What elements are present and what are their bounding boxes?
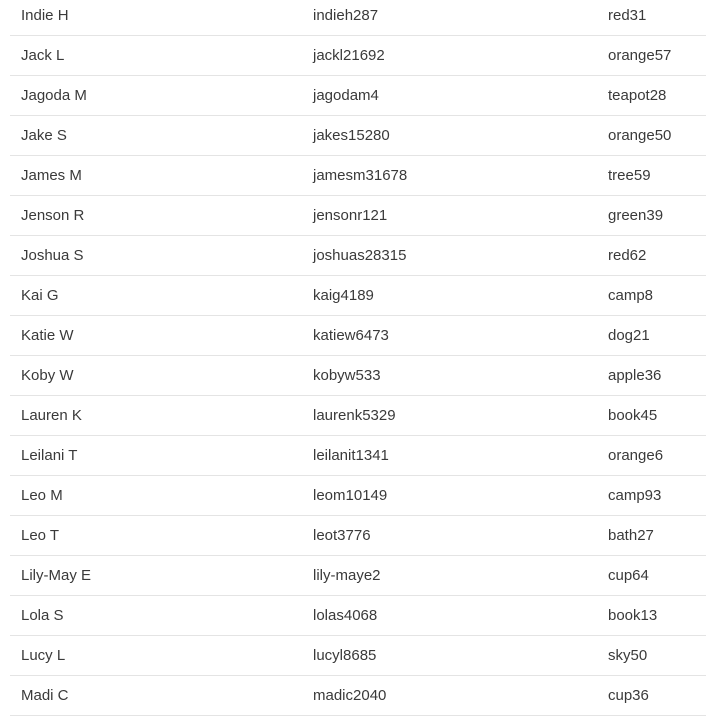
username-cell: katiew6473 [313, 327, 389, 344]
password-cell: red62 [608, 247, 647, 264]
table-row [10, 676, 706, 716]
student-name-cell: Jagoda M [21, 87, 87, 104]
student-name-cell: Koby W [21, 367, 74, 384]
username-cell: jamesm31678 [313, 167, 408, 184]
username-cell: kobyw533 [313, 367, 381, 384]
student-name-cell: Kai G [21, 287, 59, 304]
table-row [10, 356, 706, 396]
username-cell: kaig4189 [313, 287, 374, 304]
password-cell: camp8 [608, 287, 654, 304]
username-cell: lucyl8685 [313, 647, 377, 664]
student-name-cell: Joshua S [21, 247, 84, 264]
student-name-cell: Leo T [21, 527, 60, 544]
password-cell: red31 [608, 7, 647, 24]
username-cell: leot3776 [313, 527, 371, 544]
table-row [10, 36, 706, 76]
table-row [10, 0, 706, 36]
password-cell: bath27 [608, 527, 654, 544]
table-row [10, 556, 706, 596]
username-cell: laurenk5329 [313, 407, 396, 424]
student-name-cell: Jack L [21, 47, 65, 64]
student-name-cell: Katie W [21, 327, 74, 344]
password-cell: tree59 [608, 167, 651, 184]
table-row [10, 156, 706, 196]
student-name-cell: Leo M [21, 487, 63, 504]
password-cell: camp93 [608, 487, 662, 504]
table-row [10, 396, 706, 436]
password-cell: green39 [608, 207, 664, 224]
table-row [10, 196, 706, 236]
username-cell: joshuas28315 [313, 247, 407, 264]
table-row [10, 116, 706, 156]
student-name-cell: Lily-May E [21, 567, 92, 584]
username-cell: lily-maye2 [313, 567, 381, 584]
student-name-cell: James M [21, 167, 82, 184]
student-name-cell: Indie H [21, 7, 69, 24]
table-row [10, 316, 706, 356]
student-name-cell: Lola S [21, 607, 64, 624]
password-cell: dog21 [608, 327, 650, 344]
username-cell: jagodam4 [313, 87, 379, 104]
username-cell: leilanit1341 [313, 447, 389, 464]
password-cell: apple36 [608, 367, 662, 384]
student-name-cell: Jenson R [21, 207, 85, 224]
table-row [10, 276, 706, 316]
student-name-cell: Madi C [21, 687, 69, 704]
password-cell: teapot28 [608, 87, 667, 104]
username-cell: jensonr121 [313, 207, 388, 224]
password-cell: sky50 [608, 647, 648, 664]
student-name-cell: Lucy L [21, 647, 66, 664]
table-row [10, 596, 706, 636]
password-cell: orange50 [608, 127, 672, 144]
student-name-cell: Jake S [21, 127, 67, 144]
password-cell: orange6 [608, 447, 664, 464]
student-login-table [10, 0, 706, 716]
password-cell: cup36 [608, 687, 649, 704]
table-row [10, 236, 706, 276]
password-cell: book13 [608, 607, 658, 624]
username-cell: jackl21692 [313, 47, 385, 64]
username-cell: lolas4068 [313, 607, 378, 624]
password-cell: orange57 [608, 47, 672, 64]
password-cell: book45 [608, 407, 658, 424]
student-name-cell: Leilani T [21, 447, 78, 464]
username-cell: madic2040 [313, 687, 387, 704]
username-cell: indieh287 [313, 7, 379, 24]
password-cell: cup64 [608, 567, 649, 584]
table-row [10, 516, 706, 556]
table-row [10, 436, 706, 476]
table-row [10, 636, 706, 676]
username-cell: jakes15280 [313, 127, 390, 144]
username-cell: leom10149 [313, 487, 388, 504]
table-row [10, 76, 706, 116]
table-row [10, 476, 706, 516]
student-name-cell: Lauren K [21, 407, 82, 424]
